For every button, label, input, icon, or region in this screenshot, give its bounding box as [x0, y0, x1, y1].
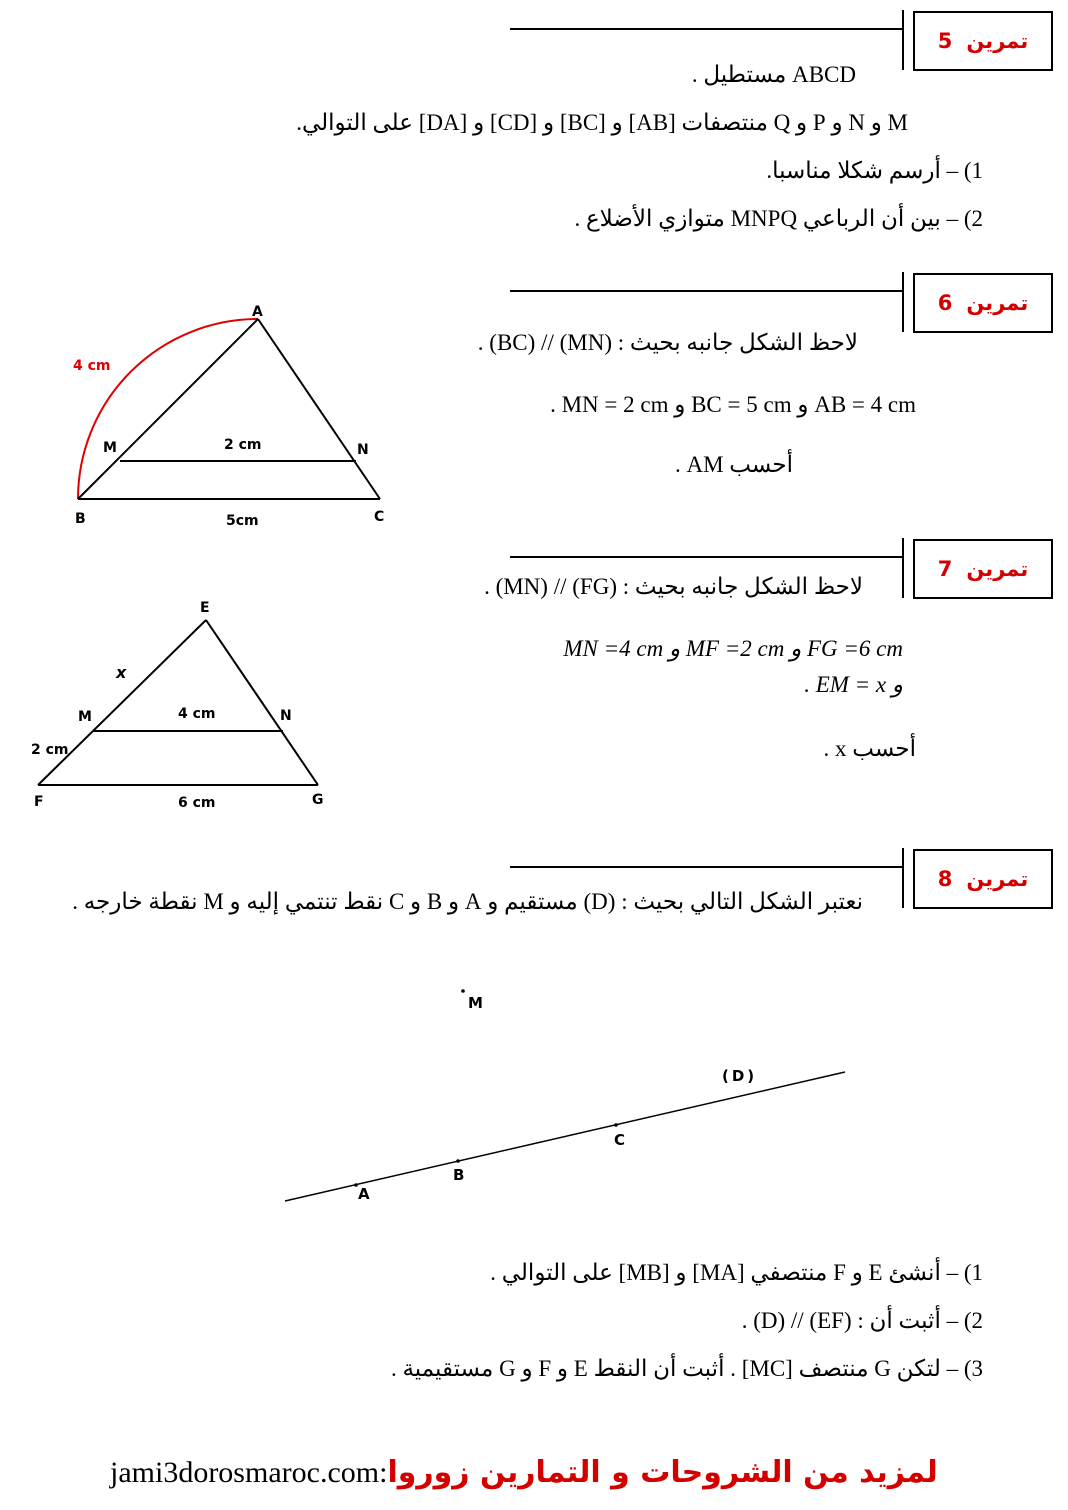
ex7-label-mf: 2 cm: [31, 742, 69, 758]
ex6-figure: [0, 295, 420, 535]
ex5-line3: 1) – أرسم شكلا مناسبا.: [766, 158, 983, 183]
ex8-label-m: M: [468, 994, 483, 1012]
ex8-header-box: [913, 849, 1053, 909]
ex7-header-rule: [510, 556, 902, 558]
ex6-label-arc: 4 cm: [73, 358, 111, 374]
ex7-side-eg: [206, 620, 318, 785]
ex8-point-b: [456, 1159, 460, 1163]
ex5-number: 5: [937, 29, 953, 53]
ex7-label: تمرين: [966, 557, 1029, 581]
ex8-label-a: A: [358, 1185, 370, 1203]
ex7-label-f: F: [34, 794, 44, 810]
ex7-label-e: E: [200, 600, 210, 616]
ex6-label-n: N: [357, 442, 369, 458]
ex8-line4: 3) – لتكن G منتصف [MC] . أثبت أن النقط E و F و G مستقيمية .: [390, 1356, 983, 1381]
ex7-line4: أحسب x .: [823, 736, 916, 761]
ex5-line2: M و N و P و Q منتصفات [AB] و [BC] و [CD] و [DA] على التوالي.: [296, 110, 908, 135]
ex6-header-box: [913, 273, 1053, 333]
ex6-header-rule: [510, 290, 902, 292]
ex7-line3: و EM = x .: [804, 672, 903, 697]
ex8-label: تمرين: [966, 867, 1029, 891]
ex8-label-c: C: [614, 1131, 626, 1149]
ex7-header-bar: [902, 538, 904, 598]
ex6-line1: لاحظ الشكل جانبه بحيث : (MN) // (BC) .: [477, 330, 858, 355]
footer-site[interactable]: jami3dorosmaroc.com:: [110, 1456, 388, 1489]
ex7-line2: FG =6 cm و MF =2 cm و MN =4 cm: [563, 636, 903, 661]
ex5-line1: ABCD مستطيل .: [691, 62, 856, 87]
ex7-header-box: [913, 539, 1053, 599]
ex7-label-n: N: [280, 708, 292, 724]
ex6-side-ac: [258, 319, 380, 499]
ex7-line1: لاحظ الشكل جانبه بحيث : (FG) // (MN) .: [484, 574, 863, 599]
ex5-header-box: [913, 11, 1053, 71]
ex6-header-bar: [902, 272, 904, 332]
ex8-point-c: [614, 1123, 618, 1127]
footer: [110, 1455, 970, 1490]
ex6-label-bc: 5cm: [226, 513, 259, 529]
ex5-header-bar: [902, 10, 904, 70]
ex8-figure: [270, 975, 870, 1215]
ex7-side-fe: [38, 620, 206, 785]
ex8-label-b: B: [453, 1166, 465, 1184]
ex8-line2: 1) – أنشئ E و F منتصفي [MA] و [MB] على التوالي .: [490, 1260, 983, 1285]
ex6-number: 6: [937, 291, 953, 315]
ex7-label-x: x: [116, 663, 127, 682]
ex6-label: تمرين: [966, 291, 1029, 315]
ex5-line4: 2) – بين أن الرباعي MNPQ متوازي الأضلاع .: [574, 206, 983, 231]
ex6-line3: أحسب AM .: [674, 452, 793, 477]
ex8-header-bar: [902, 848, 904, 908]
ex8-label-d: (D): [722, 1067, 758, 1085]
ex8-number: 8: [937, 867, 953, 891]
ex5-header-rule: [510, 28, 902, 30]
ex8-header-rule: [510, 866, 902, 868]
ex6-side-ba: [78, 319, 258, 499]
ex6-label-m: M: [103, 440, 117, 456]
footer-text: لمزيد من الشروحات و التمارين زوروا: [387, 1455, 938, 1490]
ex7-label-m: M: [78, 709, 92, 725]
ex8-line1: نعتبر الشكل التالي بحيث : (D) مستقيم و A و B و C نقط تنتمي إليه و M نقطة خارجه .: [72, 889, 863, 914]
ex6-line2: AB = 4 cm و BC = 5 cm و MN = 2 cm .: [550, 392, 916, 417]
ex8-line3: 2) – أثبت أن : (EF) // (D) .: [741, 1308, 983, 1333]
ex7-label-g: G: [312, 792, 324, 808]
ex6-label-c: C: [374, 509, 385, 525]
ex8-line-d: [285, 1072, 845, 1201]
ex7-number: 7: [937, 557, 953, 581]
ex7-label-mn: 4 cm: [178, 706, 216, 722]
ex6-label-b: B: [75, 511, 86, 527]
ex7-figure: [0, 596, 360, 816]
ex8-point-m: [461, 989, 465, 993]
ex6-label-a: A: [252, 304, 263, 320]
ex7-label-fg: 6 cm: [178, 795, 216, 811]
ex5-label: تمرين: [966, 29, 1029, 53]
ex6-label-mn: 2 cm: [224, 437, 262, 453]
